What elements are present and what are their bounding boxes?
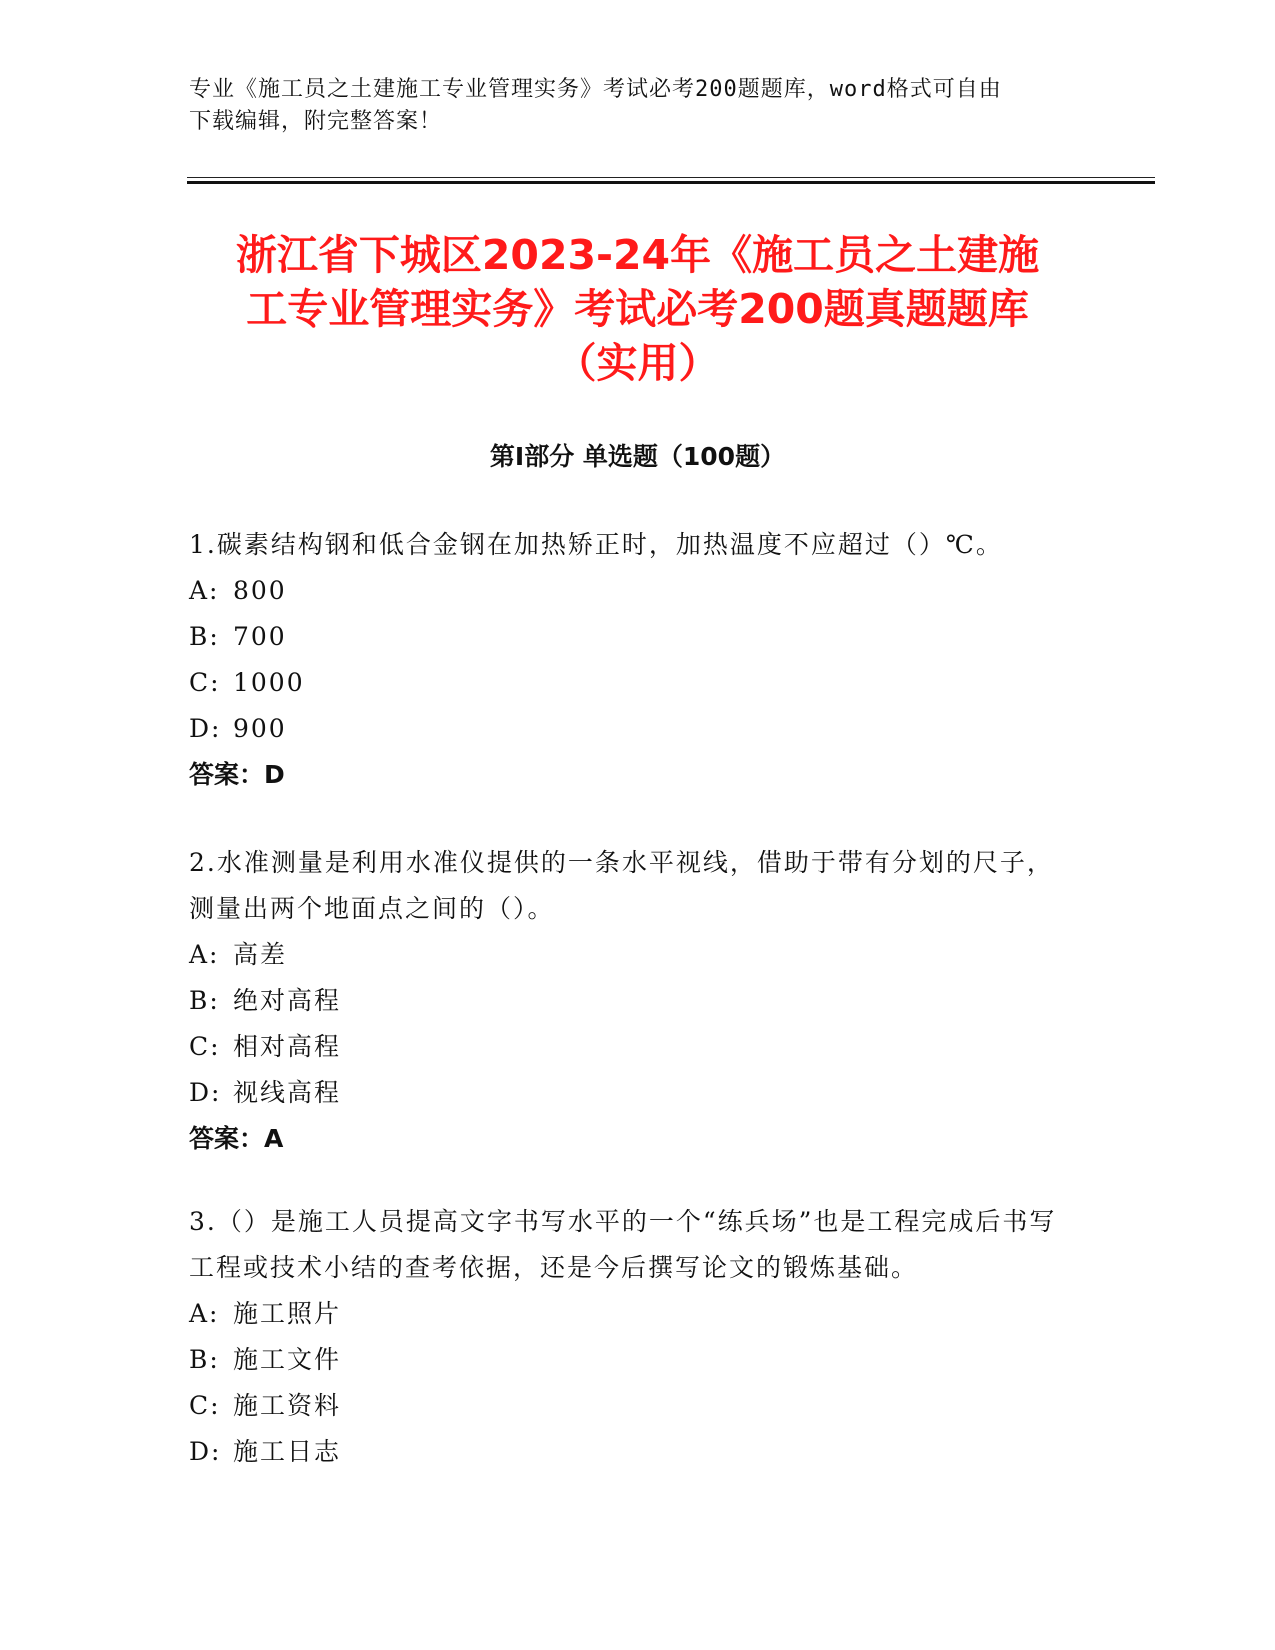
answer: 答案：D	[189, 760, 285, 789]
document-title	[160, 228, 1115, 390]
question-3	[189, 1199, 1069, 1475]
option-b	[189, 614, 1069, 660]
option-letter: D:	[189, 1078, 222, 1107]
option-c	[189, 660, 1069, 706]
option-text: 视线高程	[233, 1078, 342, 1107]
header-note	[189, 74, 1089, 138]
option-a	[189, 1291, 1069, 1337]
option-b	[189, 978, 1069, 1024]
option-d	[189, 1429, 1069, 1475]
question-2	[189, 840, 1069, 1162]
answer: 答案：A	[189, 1124, 284, 1153]
option-c	[189, 1024, 1069, 1070]
option-letter: B:	[189, 1345, 220, 1374]
option-letter: A:	[189, 1299, 220, 1328]
question-1	[189, 522, 1069, 798]
option-b	[189, 1337, 1069, 1383]
option-letter: A:	[189, 576, 220, 605]
question-text: 1.碳素结构钢和低合金钢在加热矫正时，加热温度不应超过（）℃。	[189, 530, 1003, 559]
option-text: 700	[233, 622, 287, 651]
title-line: 工专业管理实务》考试必考200题真题题库	[246, 285, 1029, 333]
question-text: 3.（）是施工人员提高文字书写水平的一个“练兵场”也是工程完成后书写工程或技术小结的查考依据，还是今后撰写论文的锻炼基础。	[189, 1207, 1057, 1282]
question-text: 2.水准测量是利用水准仪提供的一条水平视线，借助于带有分划的尺子，测量出两个地面点之间的（）。	[189, 848, 1054, 923]
option-text: 高差	[233, 940, 288, 969]
option-letter: C:	[189, 668, 221, 697]
option-letter: C:	[189, 1032, 221, 1061]
option-a	[189, 568, 1069, 614]
header-divider-thick	[187, 181, 1155, 184]
option-text: 绝对高程	[233, 986, 342, 1015]
header-note-line: 下载编辑，附完整答案！	[189, 109, 443, 134]
option-text: 施工文件	[233, 1345, 342, 1374]
option-text: 相对高程	[233, 1032, 342, 1061]
option-text: 800	[233, 576, 287, 605]
option-text: 900	[233, 714, 287, 743]
option-letter: B:	[189, 622, 220, 651]
option-text: 施工日志	[233, 1437, 342, 1466]
option-letter: D:	[189, 714, 222, 743]
header-note-line: 专业《施工员之土建施工专业管理实务》考试必考200题题库，word格式可自由	[189, 77, 1002, 102]
option-letter: B:	[189, 986, 220, 1015]
option-a	[189, 932, 1069, 978]
header-divider-thin	[187, 177, 1155, 178]
option-text: 施工资料	[233, 1391, 342, 1420]
option-letter: A:	[189, 940, 220, 969]
option-text: 1000	[233, 668, 305, 697]
title-line: （实用）	[555, 339, 720, 387]
option-letter: D:	[189, 1437, 222, 1466]
option-letter: C:	[189, 1391, 221, 1420]
option-c	[189, 1383, 1069, 1429]
section-heading: 第Ⅰ部分 单选题（100题）	[489, 442, 786, 471]
title-line: 浙江省下城区2023-24年《施工员之土建施	[235, 231, 1040, 279]
option-d	[189, 706, 1069, 752]
option-text: 施工照片	[233, 1299, 342, 1328]
option-d	[189, 1070, 1069, 1116]
